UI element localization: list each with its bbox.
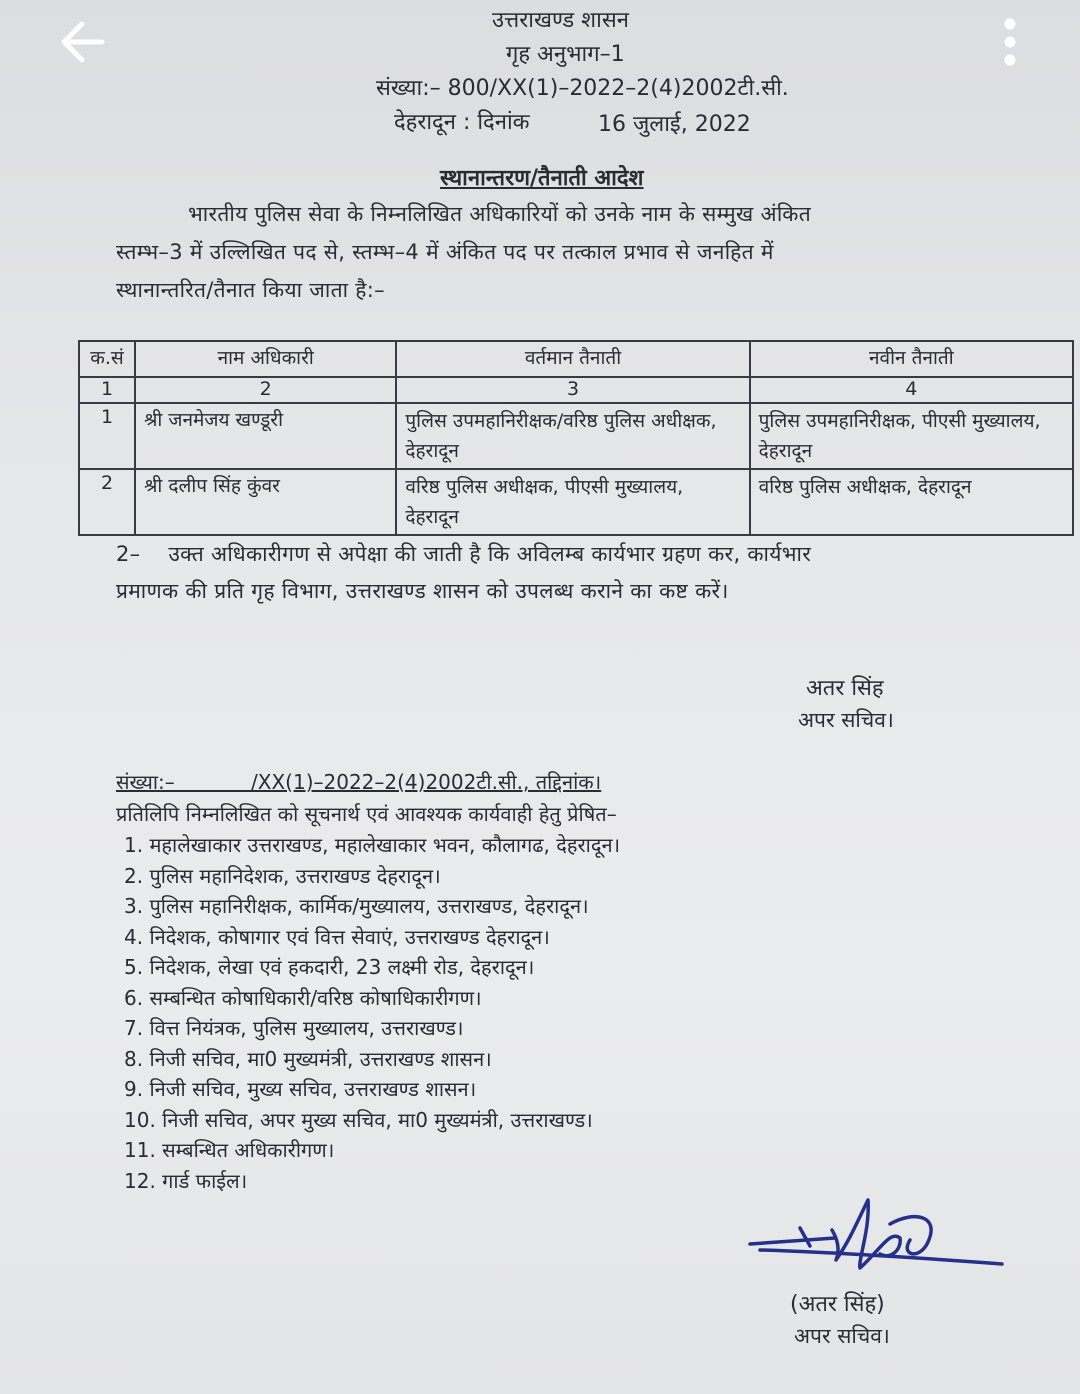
table-row	[79, 469, 1073, 535]
list-item: 1. महालेखाकार उत्तराखण्ड, महालेखाकार भवन, कौलागढ, देहरादून।	[124, 833, 621, 857]
para2-line-2: प्रमाणक की प्रति गृह विभाग, उत्तराखण्ड शासन को उपलब्ध कराने का कष्ट करें।	[116, 579, 729, 603]
list-item: 5. निदेशक, लेखा एवं हकदारी, 23 लक्ष्मी रोड, देहरादून।	[124, 955, 535, 979]
header-new-posting: नवीन तैनाती	[750, 341, 1073, 377]
section-heading: गृह अनुभाग–1	[506, 42, 625, 67]
signatory-name: अतर सिंह	[806, 676, 884, 701]
list-item: 12. गार्ड फाईल।	[124, 1168, 248, 1193]
government-heading: उत्तराखण्ड शासन	[492, 8, 629, 33]
index-cell: 3	[396, 377, 749, 403]
more-options-button[interactable]	[990, 12, 1030, 72]
row-officer-name: श्री जनमेजय खण्डूरी	[135, 403, 396, 469]
signatory2-designation: अपर सचिव।	[794, 1324, 890, 1348]
row-serial: 2	[79, 469, 135, 535]
back-button[interactable]	[52, 14, 116, 70]
list-item: 7. वित्त नियंत्रक, पुलिस मुख्यालय, उत्तराखण्ड।	[124, 1016, 464, 1040]
header-serial: क.सं	[79, 341, 135, 377]
handwritten-signature	[740, 1180, 1020, 1290]
signatory-designation: अपर सचिव।	[798, 708, 894, 732]
row-new-posting: वरिष्ठ पुलिस अधीक्षक, देहरादून	[750, 469, 1073, 535]
more-vertical-icon	[990, 12, 1030, 72]
row-current-posting: वरिष्ठ पुलिस अधीक्षक, पीएसी मुख्यालय, देहरादून	[396, 469, 749, 535]
row-serial: 1	[79, 403, 135, 469]
index-cell: 1	[79, 377, 135, 403]
list-item: 10. निजी सचिव, अपर मुख्य सचिव, मा0 मुख्यमंत्री, उत्तराखण्ड।	[124, 1107, 593, 1132]
header-officer-name: नाम अधिकारी	[135, 341, 396, 377]
intro-line-3: स्थानान्तरित/तैनात किया जाता है:–	[116, 278, 385, 302]
place-label: देहरादून : दिनांक	[394, 110, 530, 135]
copy-intro: प्रतिलिपि निम्नलिखित को सूचनार्थ एवं आवश्यक कार्यवाही हेतु प्रेषित–	[116, 802, 617, 826]
list-item: 4. निदेशक, कोषागार एवं वित्त सेवाएं, उत्तराखण्ड देहरादून।	[124, 924, 550, 949]
intro-line-2: स्तम्भ–3 में उल्लिखित पद से, स्तम्भ–4 में अंकित पद पर तत्काल प्रभाव से जनहित में	[116, 240, 774, 264]
index-cell: 2	[135, 377, 396, 403]
index-cell: 4	[750, 377, 1073, 403]
order-number: संख्या:– 800/XX(1)–2022–2(4)2002टी.सी.	[376, 76, 789, 101]
order-date: 16 जुलाई, 2022	[598, 112, 751, 137]
copy-recipient-list	[124, 830, 620, 1196]
para2-line-1: 2– उक्त अधिकारीगण से अपेक्षा की जाती है कि अविलम्ब कार्यभार ग्रहण कर, कार्यभार	[116, 542, 812, 566]
list-item: 8. निजी सचिव, मा0 मुख्यमंत्री, उत्तराखण्ड शासन।	[124, 1046, 492, 1071]
order-title: स्थानान्तरण/तैनाती आदेश	[440, 166, 644, 191]
table-index-row	[79, 377, 1073, 403]
header-current-posting: वर्तमान तैनाती	[396, 341, 749, 377]
list-item: 11. सम्बन्धित अधिकारीगण।	[124, 1138, 335, 1162]
intro-line-1: भारतीय पुलिस सेवा के निम्नलिखित अधिकारियों को उनके नाम के सम्मुख अंकित	[188, 202, 811, 226]
list-item: 3. पुलिस महानिरीक्षक, कार्मिक/मुख्यालय, उत्तराखण्ड, देहरादून।	[124, 894, 589, 918]
table-header-row	[79, 341, 1073, 377]
list-item: 9. निजी सचिव, मुख्य सचिव, उत्तराखण्ड शासन।	[124, 1077, 477, 1101]
row-current-posting: पुलिस उपमहानिरीक्षक/वरिष्ठ पुलिस अधीक्षक, देहरादून	[396, 403, 749, 469]
row-new-posting: पुलिस उपमहानिरीक्षक, पीएसी मुख्यालय, देहरादून	[750, 403, 1073, 469]
transfer-table	[78, 340, 1074, 536]
copy-reference: संख्या:– /XX(1)–2022–2(4)2002टी.सी., तद्दिनांक।	[116, 770, 602, 794]
signatory2-name: (अतर सिंह)	[790, 1292, 885, 1317]
list-item: 2. पुलिस महानिदेशक, उत्तराखण्ड देहरादून।	[124, 863, 441, 888]
table-row	[79, 403, 1073, 469]
list-item: 6. सम्बन्धित कोषाधिकारी/वरिष्ठ कोषाधिकारीगण।	[124, 985, 482, 1010]
arrow-left-icon	[52, 14, 116, 70]
row-officer-name: श्री दलीप सिंह कुंवर	[135, 469, 396, 535]
